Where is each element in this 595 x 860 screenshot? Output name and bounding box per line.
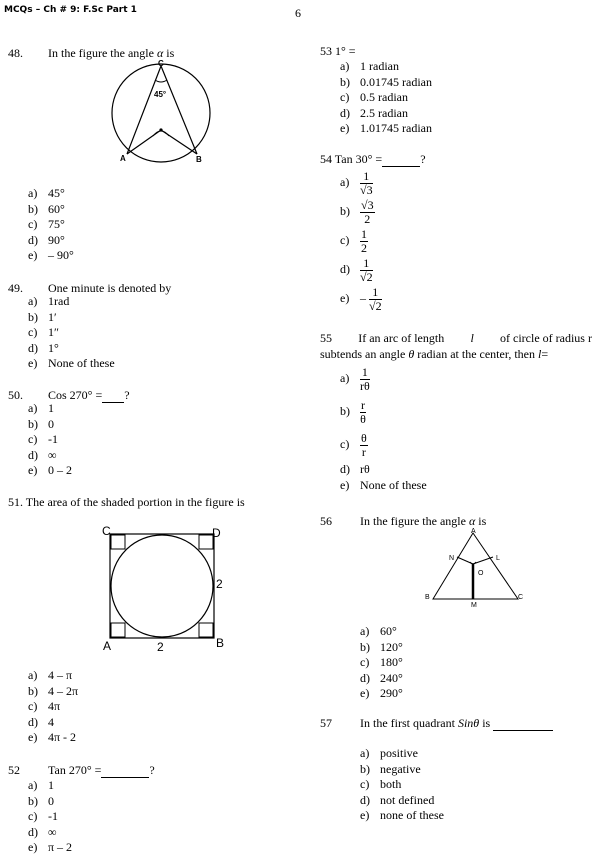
- question-variable: l: [470, 331, 474, 345]
- fraction-numerator: 1: [361, 364, 368, 379]
- option: [340, 284, 382, 313]
- answer-blank: [493, 716, 553, 731]
- question-text: In the first quadrant: [360, 716, 455, 730]
- option-letter: b): [340, 74, 350, 89]
- figure-chord: [127, 66, 161, 154]
- option-letter: a): [360, 624, 370, 638]
- option: [340, 75, 432, 91]
- question-number: 48.: [8, 46, 23, 60]
- question-text: Tan 270° =: [48, 763, 102, 777]
- option-letter: c): [340, 437, 350, 451]
- option-text: 1.01745 radian: [360, 121, 432, 135]
- option-text: 1′: [48, 309, 57, 324]
- option-text: ∞: [48, 447, 57, 462]
- question-number: 51.: [8, 495, 23, 509]
- option-text: 1: [48, 778, 54, 792]
- question-text: Cos 270° =: [48, 388, 103, 402]
- option-letter: b): [360, 639, 370, 654]
- question-variable: θ: [408, 347, 415, 361]
- option-letter: d): [28, 824, 38, 839]
- option: [360, 808, 444, 824]
- question-line-2: [320, 347, 592, 361]
- option-text: 60°: [380, 624, 397, 638]
- answer-blank: [382, 152, 420, 167]
- angle-arc: [155, 80, 167, 82]
- corner-box: [111, 535, 125, 549]
- option: [28, 432, 72, 448]
- figure-circle: [112, 64, 210, 162]
- fraction-denominator: √3: [360, 182, 373, 197]
- option-text: 0.5 radian: [360, 90, 408, 104]
- option-text: none of these: [380, 808, 444, 822]
- question-number: 56: [320, 514, 332, 528]
- option-text: – 90°: [48, 248, 74, 262]
- option: [28, 325, 115, 341]
- option-letter: e): [28, 248, 38, 262]
- option-letter: a): [340, 59, 350, 73]
- option-text: rθ: [360, 462, 370, 476]
- option-text: 240°: [380, 670, 403, 685]
- question-tail: is: [482, 716, 491, 730]
- option-letter: c): [28, 432, 38, 446]
- option: [28, 217, 74, 233]
- option-letter: a): [28, 668, 38, 682]
- option-text: π – 2: [48, 840, 73, 854]
- option-text: None of these: [48, 356, 115, 370]
- figure-chord: [161, 66, 197, 154]
- option: [28, 233, 74, 249]
- label-d: D: [212, 526, 221, 540]
- triangle-figure: [420, 524, 535, 610]
- option-text: not defined: [380, 792, 435, 807]
- option-letter: b): [340, 404, 350, 418]
- inscribed-circle: [111, 535, 213, 637]
- option-letter: c): [360, 777, 370, 791]
- question-text: One minute is denoted by: [48, 281, 172, 295]
- option: [28, 699, 78, 715]
- option-text: 90°: [48, 232, 65, 247]
- option-letter: c): [340, 90, 350, 104]
- option: [28, 684, 78, 700]
- option: [360, 777, 444, 793]
- option-letter: b): [28, 309, 38, 324]
- question-49: [8, 281, 171, 295]
- fraction-denominator: √2: [360, 269, 373, 284]
- question-line-1: [320, 331, 592, 345]
- option: [28, 778, 72, 794]
- fraction-denominator: rθ: [360, 378, 370, 393]
- option: [340, 428, 427, 461]
- option-letter: c): [340, 233, 350, 247]
- question-number: 52: [8, 763, 20, 777]
- question-number: 57: [320, 716, 332, 730]
- options-54: [340, 168, 382, 313]
- option: [340, 226, 382, 255]
- option: [28, 463, 72, 479]
- label-m: M: [471, 602, 477, 609]
- option-fraction: [360, 199, 375, 226]
- option: [28, 809, 72, 825]
- option: [28, 294, 115, 310]
- option-letter: d): [28, 447, 38, 462]
- option-letter: b): [28, 201, 38, 216]
- fraction-denominator: 2: [364, 211, 371, 226]
- option: [360, 640, 403, 656]
- option-fraction: [360, 257, 373, 284]
- option-letter: a): [340, 371, 350, 385]
- options-49: [28, 294, 115, 372]
- label-c: C: [102, 524, 111, 538]
- segment-ol: [473, 557, 493, 564]
- question-51: [8, 495, 245, 509]
- option: [28, 448, 72, 464]
- option-letter: a): [28, 294, 38, 308]
- option-text: 75°: [48, 217, 65, 231]
- question-text: If an arc of length: [358, 331, 445, 345]
- option-letter: e): [340, 291, 350, 305]
- option-letter: e): [28, 463, 38, 477]
- angle-label: 45°: [154, 90, 167, 99]
- options-53: [340, 59, 432, 137]
- fraction-numerator: 1: [369, 286, 382, 300]
- option: [360, 655, 403, 671]
- option-letter: e): [360, 808, 370, 822]
- shaded-square-figure: [95, 520, 235, 655]
- option-text: 4: [48, 714, 54, 729]
- option: [28, 202, 74, 218]
- option: [340, 90, 432, 106]
- label-a: A: [120, 154, 126, 163]
- option: [360, 746, 444, 762]
- option-text: 0.01745 radian: [360, 74, 432, 89]
- option-text: 0 – 2: [48, 463, 72, 477]
- option-letter: b): [340, 204, 350, 218]
- option-letter: c): [28, 217, 38, 231]
- question-text: 1° =: [335, 44, 356, 58]
- fraction-denominator: θ: [360, 411, 366, 426]
- label-l: L: [496, 555, 500, 562]
- option: [28, 401, 72, 417]
- corner-box: [199, 623, 213, 637]
- options-57: [360, 746, 444, 824]
- option: [340, 461, 427, 477]
- option: [28, 840, 72, 856]
- option-text: 4 – 2π: [48, 683, 79, 698]
- label-a: A: [103, 639, 112, 653]
- corner-box: [111, 623, 125, 637]
- option: [28, 668, 78, 684]
- triangle: [433, 533, 518, 599]
- option: [340, 255, 382, 284]
- label-c: C: [518, 594, 524, 601]
- option: [340, 395, 427, 428]
- option-text: 1″: [48, 325, 59, 339]
- option-text: -1: [48, 809, 58, 823]
- option: [28, 794, 72, 810]
- page-number: 6: [295, 6, 301, 20]
- label-b: B: [425, 594, 430, 601]
- option-letter: e): [340, 121, 350, 135]
- header-title: MCQs – Ch # 9: F.Sc Part 1: [4, 5, 137, 15]
- option-text: 1: [48, 401, 54, 415]
- corner-box: [199, 535, 213, 549]
- option-text: 4π - 2: [48, 730, 77, 744]
- fraction-denominator: r: [361, 444, 366, 459]
- label-b: B: [216, 636, 225, 650]
- option-text: 4 – π: [48, 668, 73, 682]
- label-o: O: [478, 570, 484, 577]
- option-text: 0: [48, 416, 54, 431]
- option: [28, 730, 78, 746]
- options-51: [28, 668, 78, 746]
- label-b: B: [196, 155, 202, 164]
- options-50: [28, 401, 72, 479]
- option-fraction: [360, 399, 366, 426]
- question-number: 49.: [8, 281, 23, 295]
- option: [28, 825, 72, 841]
- options-48: [28, 186, 74, 264]
- option: [360, 793, 444, 809]
- bottom-length: 2: [157, 640, 164, 654]
- label-c: C: [158, 59, 164, 68]
- question-53: [320, 44, 356, 58]
- option-text: both: [380, 777, 402, 791]
- option: [28, 341, 115, 357]
- options-55: [340, 362, 427, 493]
- fraction-denominator: 2: [361, 240, 367, 255]
- option-text: 60°: [48, 201, 65, 216]
- question-text: radian at the center, then: [417, 347, 536, 361]
- option-letter: a): [360, 746, 370, 760]
- answer-blank: [102, 388, 124, 403]
- center-point: [159, 128, 162, 131]
- option: [340, 106, 432, 122]
- option-text: 1rad: [48, 294, 70, 308]
- option-letter: a): [28, 778, 38, 792]
- question-tail: is: [478, 514, 487, 528]
- option-letter: c): [28, 699, 38, 713]
- fraction-numerator: 1: [360, 257, 373, 271]
- question-number: 55: [320, 331, 332, 345]
- option-letter: e): [340, 478, 350, 492]
- question-variable: α: [156, 46, 164, 60]
- option-letter: c): [28, 325, 38, 339]
- option: [28, 715, 78, 731]
- option-letter: d): [360, 670, 370, 685]
- question-number: 54: [320, 152, 332, 166]
- answer-blank: [101, 763, 149, 778]
- label-n: N: [449, 555, 455, 562]
- option-fraction: [360, 366, 370, 393]
- question-tail: ?: [420, 152, 426, 166]
- option: [28, 417, 72, 433]
- option: [28, 310, 115, 326]
- option-letter: e): [360, 686, 370, 700]
- option-letter: a): [28, 186, 38, 200]
- option-letter: e): [28, 356, 38, 370]
- label-a: A: [471, 528, 476, 535]
- option-text: 45°: [48, 186, 65, 200]
- option-letter: d): [340, 262, 350, 276]
- option: [360, 762, 444, 778]
- option-letter: d): [360, 792, 370, 807]
- fraction-numerator: θ: [361, 430, 367, 445]
- option-letter: c): [360, 655, 370, 669]
- question-text: In the figure the angle: [48, 46, 154, 60]
- option: [360, 624, 403, 640]
- option: [360, 671, 403, 687]
- options-52: [28, 778, 72, 856]
- question-tail: ?: [149, 763, 155, 777]
- fraction-numerator: r: [361, 397, 365, 412]
- option-letter: b): [28, 683, 38, 698]
- side-length: 2: [216, 577, 223, 591]
- option-fraction: [369, 286, 382, 313]
- option: [340, 362, 427, 395]
- option-letter: d): [28, 340, 38, 355]
- fraction-numerator: 1: [361, 226, 367, 241]
- option-text: -1: [48, 432, 58, 446]
- option-text: 120°: [380, 639, 403, 654]
- option-letter: b): [28, 416, 38, 431]
- question-57: [320, 716, 553, 731]
- option-letter: d): [340, 462, 350, 476]
- option-letter: e): [28, 840, 38, 854]
- question-text: The area of the shaded portion in the figure is: [25, 495, 245, 509]
- fraction-denominator: √2: [369, 298, 382, 313]
- angle-arc: [153, 131, 169, 136]
- question-tail: ?: [124, 388, 130, 402]
- option-letter: a): [28, 401, 38, 415]
- option-letter: e): [28, 730, 38, 744]
- option: [28, 248, 74, 264]
- option-text: ∞: [48, 824, 57, 839]
- option-text: negative: [380, 761, 421, 776]
- option-letter: c): [28, 809, 38, 823]
- option-letter: d): [340, 105, 350, 120]
- circle-angle-figure: [105, 58, 225, 168]
- question-text: subtends an angle: [320, 347, 406, 361]
- question-function: Sinθ: [457, 716, 480, 730]
- option: [340, 197, 382, 226]
- option-letter: a): [340, 175, 350, 189]
- question-variable: α: [468, 514, 476, 528]
- option-text: 1 radian: [360, 59, 399, 73]
- question-55: [320, 331, 592, 361]
- option-text: 180°: [380, 655, 403, 669]
- fraction-numerator: 1: [360, 170, 373, 184]
- option-text: 0: [48, 793, 54, 808]
- question-tail: is: [166, 46, 175, 60]
- question-text: of circle of radius r: [500, 331, 592, 345]
- question-equals: =: [541, 347, 549, 361]
- option-sign: –: [360, 291, 369, 305]
- option: [340, 477, 427, 493]
- question-54: [320, 152, 426, 167]
- option: [340, 59, 432, 75]
- option: [340, 168, 382, 197]
- question-text: In the figure the angle: [360, 514, 466, 528]
- question-52: [8, 763, 155, 778]
- question-text: Tan 30° =: [334, 152, 383, 166]
- option: [360, 686, 403, 702]
- question-variable: l: [538, 347, 542, 361]
- option-text: None of these: [360, 478, 427, 492]
- option-letter: b): [360, 761, 370, 776]
- question-number: 50.: [8, 388, 23, 402]
- option-text: positive: [380, 746, 418, 760]
- fraction-numerator: √3: [361, 197, 374, 212]
- option-fraction: [360, 432, 368, 459]
- option-letter: d): [28, 714, 38, 729]
- option-fraction: [360, 228, 368, 255]
- option-text: 4π: [48, 699, 61, 713]
- option: [28, 186, 74, 202]
- option: [340, 121, 432, 137]
- option-text: 290°: [380, 686, 403, 700]
- question-number: 53: [320, 44, 332, 58]
- option-letter: d): [28, 232, 38, 247]
- option: [28, 356, 115, 372]
- option-fraction: [360, 170, 373, 197]
- option-letter: b): [28, 793, 38, 808]
- option-text: 2.5 radian: [360, 105, 408, 120]
- option-text: 1°: [48, 340, 59, 355]
- options-56: [360, 624, 403, 702]
